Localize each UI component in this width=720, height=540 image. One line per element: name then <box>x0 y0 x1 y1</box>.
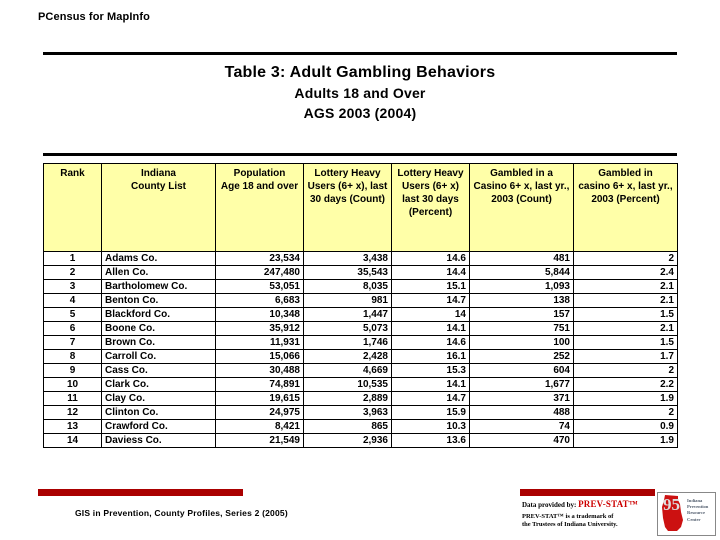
cell-casino-count: 488 <box>470 406 574 420</box>
cell-rank: 11 <box>44 392 102 406</box>
column-header-casino-percent-sub: casino 6+ x, last yr., 2003 (Percent) <box>578 181 673 205</box>
iprc-word-4: Center <box>687 516 701 522</box>
table-header <box>44 164 678 252</box>
cell-county: Benton Co. <box>102 294 216 308</box>
column-header-population <box>216 164 304 252</box>
cell-casino-percent: 2.4 <box>574 266 678 280</box>
cell-population: 6,683 <box>216 294 304 308</box>
table-row <box>44 350 678 364</box>
cell-lottery-percent: 14.7 <box>392 392 470 406</box>
table-row <box>44 378 678 392</box>
title-line-2: Adults 18 and Over <box>294 85 426 101</box>
cell-lottery-count: 865 <box>304 420 392 434</box>
cell-rank: 8 <box>44 350 102 364</box>
cell-county: Brown Co. <box>102 336 216 350</box>
cell-casino-count: 1,093 <box>470 280 574 294</box>
cell-lottery-count: 8,035 <box>304 280 392 294</box>
iprc-word-2: Prevention <box>687 504 709 510</box>
cell-casino-percent: 2.1 <box>574 280 678 294</box>
cell-population: 30,488 <box>216 364 304 378</box>
footer-accent-bar-left <box>38 489 243 496</box>
cell-rank: 4 <box>44 294 102 308</box>
cell-lottery-count: 2,936 <box>304 434 392 448</box>
credit-trademark-line-1: PREV-STAT™ is a trademark of <box>522 513 614 520</box>
cell-county: Adams Co. <box>102 252 216 266</box>
table-row <box>44 420 678 434</box>
cell-casino-percent: 1.5 <box>574 308 678 322</box>
table-body <box>44 252 678 448</box>
column-header-county-main: Indiana <box>140 168 176 179</box>
gambling-table <box>43 163 678 448</box>
cell-rank: 10 <box>44 378 102 392</box>
cell-lottery-count: 3,438 <box>304 252 392 266</box>
column-header-rank-main: Rank <box>60 168 85 179</box>
cell-lottery-count: 35,543 <box>304 266 392 280</box>
cell-county: Clinton Co. <box>102 406 216 420</box>
cell-casino-percent: 1.5 <box>574 336 678 350</box>
credit-prefix: Data provided by: <box>522 501 577 509</box>
cell-lottery-percent: 16.1 <box>392 350 470 364</box>
cell-county: Clay Co. <box>102 392 216 406</box>
cell-casino-percent: 0.9 <box>574 420 678 434</box>
cell-county: Clark Co. <box>102 378 216 392</box>
title-line-3: AGS 2003 (2004) <box>303 105 417 121</box>
cell-rank: 6 <box>44 322 102 336</box>
cell-lottery-percent: 14 <box>392 308 470 322</box>
cell-lottery-percent: 14.6 <box>392 336 470 350</box>
column-header-population-main: Population <box>233 168 286 179</box>
cell-casino-count: 157 <box>470 308 574 322</box>
column-header-population-sub: Age 18 and over <box>220 181 299 192</box>
cell-population: 53,051 <box>216 280 304 294</box>
cell-lottery-percent: 14.1 <box>392 322 470 336</box>
column-header-lottery-percent-sub: Users (6+ x) last 30 days (Percent) <box>402 181 459 218</box>
cell-lottery-count: 5,073 <box>304 322 392 336</box>
table-row <box>44 336 678 350</box>
cell-casino-percent: 2.2 <box>574 378 678 392</box>
cell-county: Carroll Co. <box>102 350 216 364</box>
cell-casino-percent: 2 <box>574 364 678 378</box>
cell-casino-percent: 1.9 <box>574 434 678 448</box>
table-row <box>44 322 678 336</box>
cell-lottery-count: 1,746 <box>304 336 392 350</box>
cell-county: Blackford Co. <box>102 308 216 322</box>
cell-casino-count: 481 <box>470 252 574 266</box>
cell-casino-percent: 2.1 <box>574 294 678 308</box>
column-header-lottery-count <box>304 164 392 252</box>
cell-population: 23,534 <box>216 252 304 266</box>
column-header-county <box>102 164 216 252</box>
cell-casino-percent: 2 <box>574 252 678 266</box>
table-row <box>44 434 678 448</box>
table-row <box>44 406 678 420</box>
cell-casino-count: 252 <box>470 350 574 364</box>
cell-casino-count: 5,844 <box>470 266 574 280</box>
credit-provider-line <box>522 500 652 510</box>
cell-rank: 14 <box>44 434 102 448</box>
column-header-casino-count-sub: Casino 6+ x, last yr., 2003 (Count) <box>473 181 570 205</box>
cell-casino-count: 751 <box>470 322 574 336</box>
cell-casino-count: 604 <box>470 364 574 378</box>
table-row <box>44 308 678 322</box>
cell-population: 19,615 <box>216 392 304 406</box>
cell-lottery-count: 10,535 <box>304 378 392 392</box>
footer-caption: GIS in Prevention, County Profiles, Series 2 (2005) <box>75 508 288 518</box>
cell-lottery-count: 3,963 <box>304 406 392 420</box>
cell-casino-percent: 1.7 <box>574 350 678 364</box>
iprc-word-1: Indiana <box>687 498 703 503</box>
cell-population: 8,421 <box>216 420 304 434</box>
gambling-table-container <box>43 163 677 448</box>
column-header-lottery-count-sub: Users (6+ x), last 30 days (Count) <box>307 181 388 205</box>
cell-population: 24,975 <box>216 406 304 420</box>
cell-lottery-percent: 13.6 <box>392 434 470 448</box>
cell-rank: 9 <box>44 364 102 378</box>
column-header-rank <box>44 164 102 252</box>
column-header-lottery-count-main: Lottery Heavy <box>314 168 381 179</box>
cell-rank: 1 <box>44 252 102 266</box>
iprc-logo-words <box>687 498 708 523</box>
cell-lottery-percent: 14.4 <box>392 266 470 280</box>
credit-brand: PREV-STAT™ <box>578 499 639 509</box>
cell-rank: 7 <box>44 336 102 350</box>
cell-lottery-percent: 14.6 <box>392 252 470 266</box>
cell-lottery-count: 4,669 <box>304 364 392 378</box>
cell-casino-count: 74 <box>470 420 574 434</box>
cell-lottery-percent: 14.1 <box>392 378 470 392</box>
iprc-word-3: Resource <box>687 510 706 516</box>
credit-trademark-line-2: the Trustees of Indiana University. <box>522 521 618 528</box>
iprc-logo-number: 95 <box>663 495 680 514</box>
column-header-casino-percent-main: Gambled in <box>598 168 653 179</box>
data-credit <box>522 500 652 529</box>
cell-county: Boone Co. <box>102 322 216 336</box>
column-header-casino-percent <box>574 164 678 252</box>
cell-lottery-percent: 15.3 <box>392 364 470 378</box>
cell-population: 247,480 <box>216 266 304 280</box>
cell-lottery-count: 2,889 <box>304 392 392 406</box>
cell-lottery-percent: 10.3 <box>392 420 470 434</box>
table-row <box>44 294 678 308</box>
cell-rank: 12 <box>44 406 102 420</box>
column-header-county-sub: County List <box>131 181 186 192</box>
cell-population: 10,348 <box>216 308 304 322</box>
table-row <box>44 266 678 280</box>
cell-casino-count: 1,677 <box>470 378 574 392</box>
cell-rank: 2 <box>44 266 102 280</box>
cell-county: Bartholomew Co. <box>102 280 216 294</box>
column-header-lottery-percent <box>392 164 470 252</box>
table-row <box>44 280 678 294</box>
cell-casino-count: 371 <box>470 392 574 406</box>
iprc-logo <box>657 492 716 536</box>
cell-population: 15,066 <box>216 350 304 364</box>
cell-casino-percent: 2.1 <box>574 322 678 336</box>
cell-population: 21,549 <box>216 434 304 448</box>
title-line-1: Table 3: Adult Gambling Behaviors <box>224 64 496 81</box>
table-row <box>44 364 678 378</box>
cell-lottery-count: 981 <box>304 294 392 308</box>
column-header-lottery-percent-main: Lottery Heavy <box>397 168 464 179</box>
cell-county: Crawford Co. <box>102 420 216 434</box>
column-header-casino-count <box>470 164 574 252</box>
table-row <box>44 252 678 266</box>
cell-casino-count: 100 <box>470 336 574 350</box>
app-label: PCensus for MapInfo <box>38 11 150 23</box>
cell-county: Allen Co. <box>102 266 216 280</box>
page-title <box>43 62 677 123</box>
cell-county: Daviess Co. <box>102 434 216 448</box>
cell-county: Cass Co. <box>102 364 216 378</box>
cell-rank: 13 <box>44 420 102 434</box>
footer-accent-bar-right <box>520 489 655 496</box>
cell-population: 74,891 <box>216 378 304 392</box>
cell-rank: 5 <box>44 308 102 322</box>
cell-lottery-count: 1,447 <box>304 308 392 322</box>
cell-casino-percent: 1.9 <box>574 392 678 406</box>
table-row <box>44 392 678 406</box>
table-divider <box>43 153 677 156</box>
cell-lottery-percent: 15.1 <box>392 280 470 294</box>
title-divider <box>43 52 677 55</box>
cell-lottery-percent: 15.9 <box>392 406 470 420</box>
cell-lottery-count: 2,428 <box>304 350 392 364</box>
cell-population: 35,912 <box>216 322 304 336</box>
cell-casino-percent: 2 <box>574 406 678 420</box>
table-header-row <box>44 164 678 252</box>
cell-rank: 3 <box>44 280 102 294</box>
cell-casino-count: 138 <box>470 294 574 308</box>
cell-lottery-percent: 14.7 <box>392 294 470 308</box>
column-header-casino-count-main: Gambled in a <box>490 168 553 179</box>
cell-casino-count: 470 <box>470 434 574 448</box>
cell-population: 11,931 <box>216 336 304 350</box>
